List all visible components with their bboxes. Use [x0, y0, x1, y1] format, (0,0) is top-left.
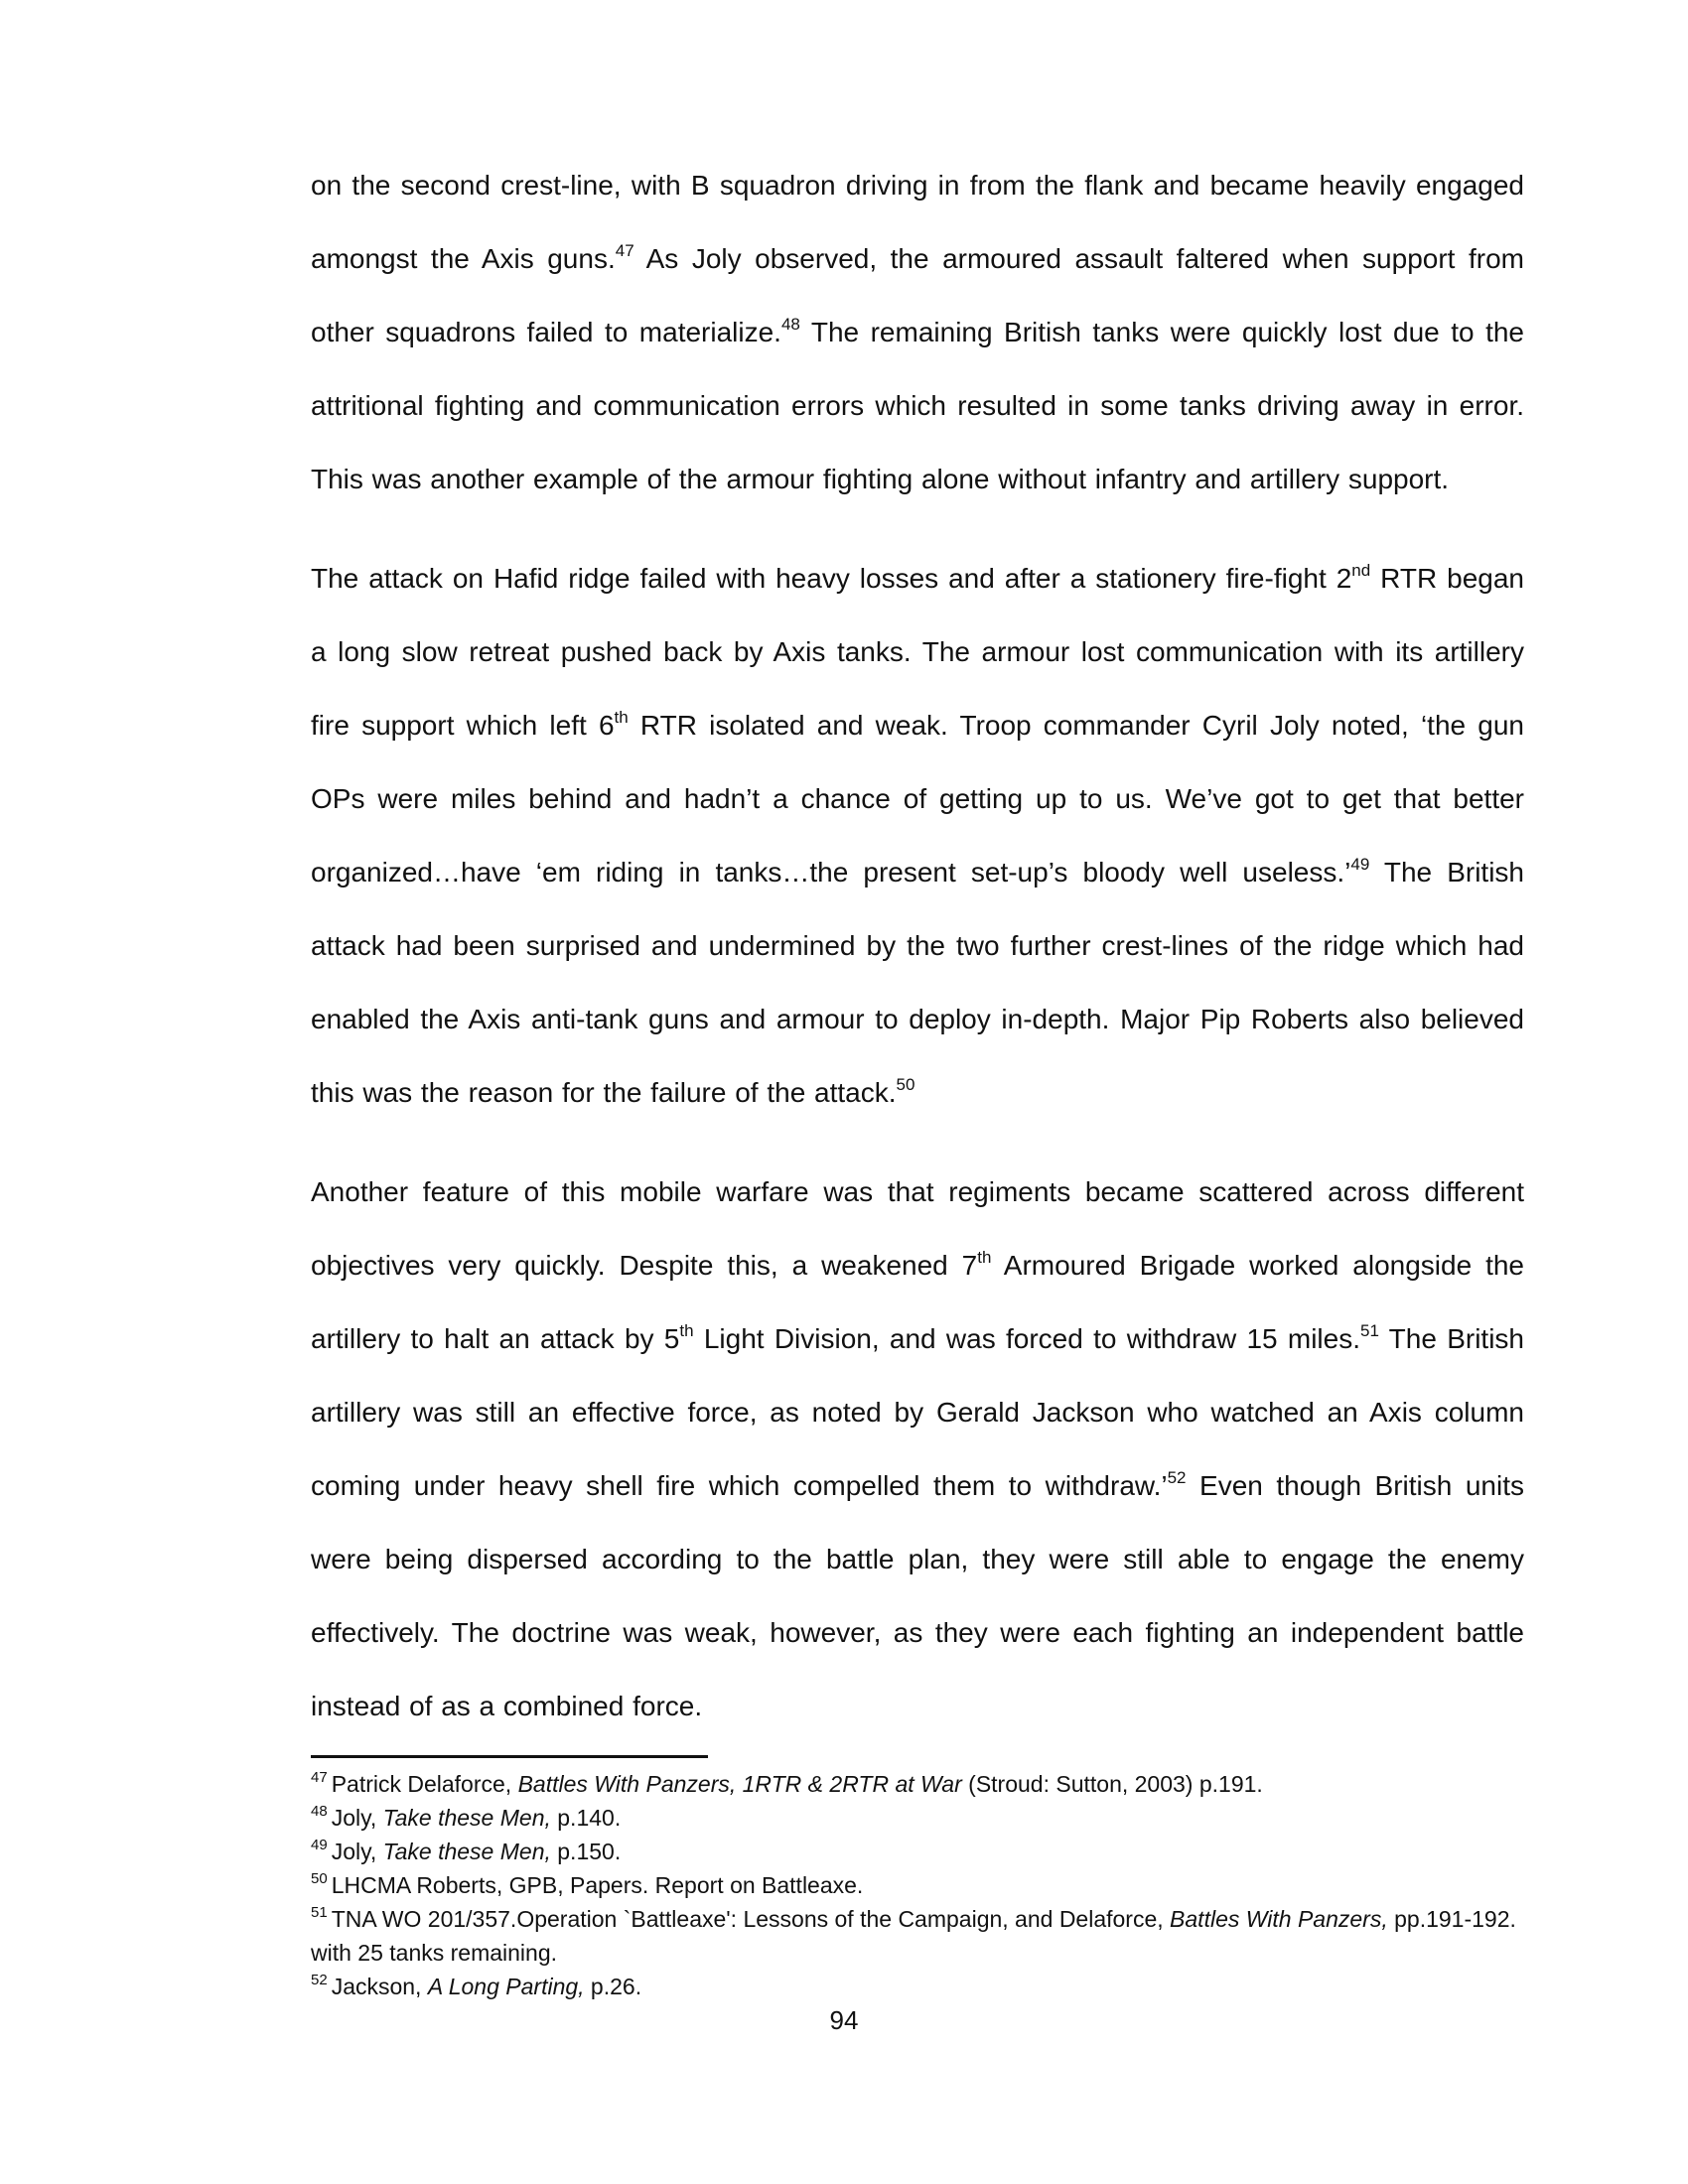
page-number: 94 — [829, 2005, 859, 2035]
footnote-number: 47 — [311, 1769, 328, 1787]
footnote-reference: th — [679, 1320, 694, 1340]
text-run: Another feature of this mobile warfare was that regiments became scattered across different objectives very quickly. Despite this, a weakened 7 — [311, 1176, 1524, 1281]
text-run: TNA WO 201/357.Operation `Battleaxe': Lessons of the Campaign, and Delaforce, — [331, 1906, 1171, 1932]
text-run: Even though British units were being dispersed according to the battle plan, they were still able to engage the enemy effectively. The doctrine was weak, however, as they were each fighting an independent battle instead of as a combined force. — [311, 1470, 1525, 1721]
footnote-reference: nd — [1351, 560, 1371, 580]
text-run: The attack on Hafid ridge failed with heavy losses and after a stationery fire-fight 2 — [311, 563, 1352, 594]
text-run: RTR began a long slow retreat pushed back by Axis tanks. The armour lost communication with its artillery fire support which left 6 — [311, 563, 1524, 741]
italic-title: Take these Men, — [382, 1805, 551, 1831]
footnote-number: 49 — [311, 1837, 328, 1854]
text-run: on the second crest-line, with B squadron driving in from the flank and became heavily engaged amongst the Axis guns. — [311, 170, 1524, 274]
text-run: The remaining British tanks were quickly lost due to the attritional fighting and communication errors which resulted in some tanks driving away in error. This was another example of the armour fighting alone without infantry and artillery support. — [311, 317, 1524, 494]
footnote-number: 48 — [311, 1803, 328, 1821]
text-run: pp.191-192. with 25 tanks remaining. — [311, 1906, 1516, 1966]
text-run: Light Division, and was forced to withdraw 15 miles. — [693, 1323, 1360, 1354]
footnote-reference: 49 — [1350, 854, 1370, 874]
text-run: Patrick Delaforce, — [331, 1771, 518, 1797]
footnote-reference: 52 — [1167, 1467, 1187, 1487]
text-run: The British attack had been surprised and undermined by the two further crest-lines of the ridge which had enabled the Axis anti-tank guns and armour to deploy in-depth. Major Pip Roberts also believed this was the reason for the failure of the attack. — [311, 857, 1524, 1108]
footnote — [311, 1868, 1524, 1902]
italic-title: Battles With Panzers, 1RTR & 2RTR at War — [517, 1771, 962, 1797]
footnote-number: 51 — [311, 1904, 328, 1922]
text-run: (Stroud: Sutton, 2003) p.191. — [961, 1771, 1263, 1797]
footnote-separator — [311, 1755, 708, 1758]
text-run: The British artillery was still an effective force, as noted by Gerald Jackson who watched an Axis column coming under heavy shell fire which compelled them to withdraw.’ — [311, 1323, 1524, 1501]
text-run: p.150. — [550, 1839, 622, 1864]
footnote-reference: 47 — [615, 240, 634, 260]
footnote-reference: 48 — [780, 314, 800, 334]
text-run: Jackson, — [331, 1974, 428, 1999]
footnote-reference: th — [614, 707, 629, 727]
footnote-reference: th — [977, 1247, 992, 1267]
footnote — [311, 1801, 1524, 1835]
text-run: p.140. — [550, 1805, 622, 1831]
text-run: Armoured Brigade worked alongside the artillery to halt an attack by 5 — [311, 1250, 1524, 1354]
text-run: Joly, — [331, 1805, 383, 1831]
paragraph — [311, 542, 1524, 1130]
body-text — [311, 149, 1524, 1769]
text-run: LHCMA Roberts, GPB, Papers. Report on Battleaxe. — [331, 1872, 864, 1898]
footnote-number: 50 — [311, 1870, 328, 1888]
text-run: RTR isolated and weak. Troop commander Cyril Joly noted, ‘the gun OPs were miles behind and hadn’t a chance of getting up to us. We’ve got to get that better organized…have ‘em riding in tanks…the present set-up’s bloody well useless.’ — [311, 710, 1524, 887]
footnote — [311, 1902, 1524, 1970]
text-run: p.26. — [584, 1974, 642, 1999]
footnote — [311, 1767, 1524, 1801]
footnotes — [311, 1767, 1524, 2003]
text-run: As Joly observed, the armoured assault faltered when support from other squadrons failed to materialize. — [311, 243, 1524, 347]
italic-title: Take these Men, — [382, 1839, 551, 1864]
footnote-reference: 50 — [896, 1074, 915, 1094]
paragraph — [311, 149, 1524, 516]
paragraph — [311, 1156, 1524, 1743]
footnote — [311, 1970, 1524, 2003]
footnote-reference: 51 — [1359, 1320, 1379, 1340]
text-run: Joly, — [331, 1839, 383, 1864]
italic-title: A Long Parting, — [427, 1974, 585, 1999]
footnote — [311, 1835, 1524, 1868]
italic-title: Battles With Panzers, — [1170, 1906, 1388, 1932]
footnote-number: 52 — [311, 1972, 328, 1989]
